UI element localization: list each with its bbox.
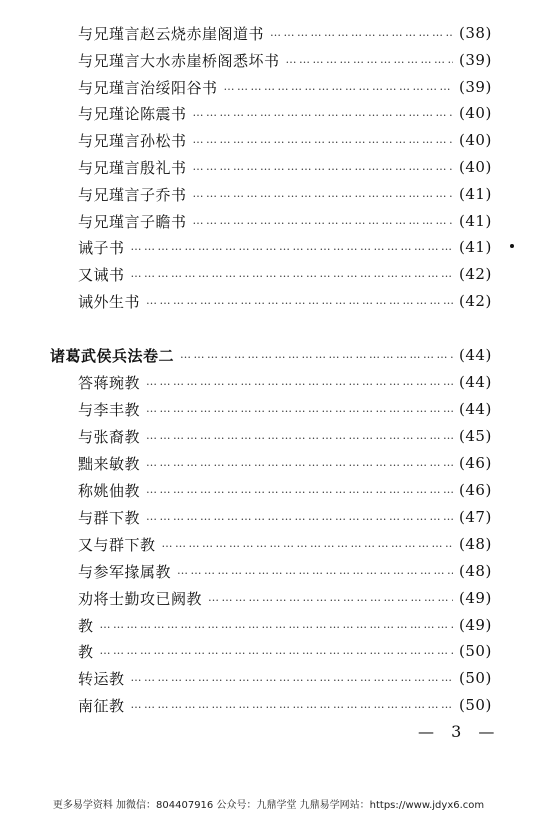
toc-section-heading — [0, 342, 537, 368]
toc-entry-page: (49) — [459, 589, 492, 607]
toc-entry — [0, 100, 537, 126]
toc-entry-page: (48) — [459, 535, 492, 553]
toc-entry-page: (47) — [459, 508, 492, 526]
toc-entry-page: (44) — [459, 373, 492, 391]
leader-dots — [180, 342, 453, 368]
toc-entry — [0, 127, 537, 153]
toc-entry-page: (45) — [459, 427, 492, 445]
toc-entry — [0, 74, 537, 100]
toc-entry — [0, 692, 537, 718]
toc-entry-page: (44) — [459, 400, 492, 418]
toc-entry-page: (41) — [459, 185, 492, 203]
toc-entry-title: 教 — [78, 616, 94, 635]
toc-entry-page: (44) — [459, 346, 492, 364]
leader-dots — [270, 20, 453, 46]
stray-dot-mark — [510, 244, 514, 248]
toc-entry-page: (39) — [459, 51, 492, 69]
toc-entry — [0, 288, 537, 314]
toc-entry-title: 与兄瑾言子瞻书 — [78, 212, 187, 231]
toc-heading-title: 诸葛武侯兵法卷二 — [50, 346, 175, 365]
toc-entry-title: 劝将士勤攻已阙教 — [78, 589, 203, 608]
leader-dots — [146, 450, 453, 476]
toc-entry — [0, 261, 537, 287]
toc-entry-title: 与兄瑾言殷礼书 — [78, 158, 187, 177]
leader-dots — [208, 585, 453, 611]
toc-entry-page: (50) — [459, 642, 492, 660]
toc-entry — [0, 423, 537, 449]
leader-dots — [193, 154, 453, 180]
leader-dots — [131, 261, 453, 287]
toc-entry-title: 黜来敏教 — [78, 454, 141, 473]
toc-entry-title: 与兄瑾言孙松书 — [78, 131, 187, 150]
toc-entry-title: 与兄瑾言大水赤崖桥阁悉坏书 — [78, 51, 280, 70]
toc-entry-title: 诫子书 — [78, 238, 125, 257]
toc-entry — [0, 47, 537, 73]
footer-watermark-text: 更多易学资料 加微信：804407916 公众号：九鼎学堂 九鼎易学网站：https://www.jdyx6.com — [52, 800, 485, 811]
toc-entry-page: (49) — [459, 616, 492, 634]
page-number: — 3 — — [418, 722, 501, 741]
leader-dots — [146, 477, 453, 503]
toc-entry-title: 与兄瑾言子乔书 — [78, 185, 187, 204]
toc-entry — [0, 20, 537, 46]
toc-entry — [0, 234, 537, 260]
toc-entry — [0, 612, 537, 638]
toc-entry — [0, 504, 537, 530]
toc-entry-page: (41) — [459, 238, 492, 256]
leader-dots — [193, 100, 453, 126]
leader-dots — [193, 208, 453, 234]
toc-entry-page: (48) — [459, 562, 492, 580]
leader-dots — [131, 234, 453, 260]
toc-entry-page: (41) — [459, 212, 492, 230]
toc-entry — [0, 208, 537, 234]
leader-dots — [146, 504, 453, 530]
toc-entry-title: 答蒋琬教 — [78, 373, 141, 392]
toc-entry-title: 教 — [78, 642, 94, 661]
leader-dots — [100, 612, 453, 638]
toc-entry — [0, 531, 537, 557]
leader-dots — [131, 692, 453, 718]
toc-entry-title: 又诫书 — [78, 265, 125, 284]
toc-entry-title: 诫外生书 — [78, 292, 141, 311]
toc-entry-title: 称姚伷教 — [78, 481, 141, 500]
toc-entry-title: 与兄瑾论陈震书 — [78, 104, 187, 123]
leader-dots — [146, 288, 453, 314]
toc-entry-page: (38) — [459, 24, 492, 42]
toc-entry-page: (42) — [459, 265, 492, 283]
toc-entry — [0, 585, 537, 611]
leader-dots — [193, 181, 453, 207]
toc-entry-page: (50) — [459, 696, 492, 714]
toc-entry — [0, 396, 537, 422]
toc-entry — [0, 638, 537, 664]
toc-entry — [0, 369, 537, 395]
leader-dots — [146, 396, 453, 422]
toc-entry-title: 与参军掾属教 — [78, 562, 172, 581]
toc-entry-title: 南征教 — [78, 696, 125, 715]
leader-dots — [162, 531, 453, 557]
leader-dots — [177, 558, 453, 584]
toc-entry — [0, 181, 537, 207]
toc-entry-title: 与群下教 — [78, 508, 141, 527]
toc-entry-page: (50) — [459, 669, 492, 687]
toc-entry-page: (40) — [459, 104, 492, 122]
toc-entry — [0, 450, 537, 476]
leader-dots — [100, 638, 453, 664]
toc-entry-title: 与张裔教 — [78, 427, 141, 446]
toc-entry — [0, 665, 537, 691]
toc-entry — [0, 558, 537, 584]
leader-dots — [286, 47, 453, 73]
toc-entry-page: (42) — [459, 292, 492, 310]
toc-entry-title: 与兄瑾言赵云烧赤崖阁道书 — [78, 24, 265, 43]
toc-entry-page: (46) — [459, 454, 492, 472]
leader-dots — [146, 423, 453, 449]
leader-dots — [224, 74, 453, 100]
toc-entry-title: 又与群下教 — [78, 535, 156, 554]
leader-dots — [193, 127, 453, 153]
toc-entry — [0, 154, 537, 180]
leader-dots — [146, 369, 453, 395]
toc-entry-title: 与李丰教 — [78, 400, 141, 419]
leader-dots — [131, 665, 453, 691]
toc-entry-page: (40) — [459, 158, 492, 176]
toc-entry-title: 与兄瑾言治绥阳谷书 — [78, 78, 218, 97]
toc-entry-page: (39) — [459, 78, 492, 96]
toc-entry-page: (40) — [459, 131, 492, 149]
toc-entry-title: 转运教 — [78, 669, 125, 688]
toc-entry — [0, 477, 537, 503]
toc-entry-page: (46) — [459, 481, 492, 499]
